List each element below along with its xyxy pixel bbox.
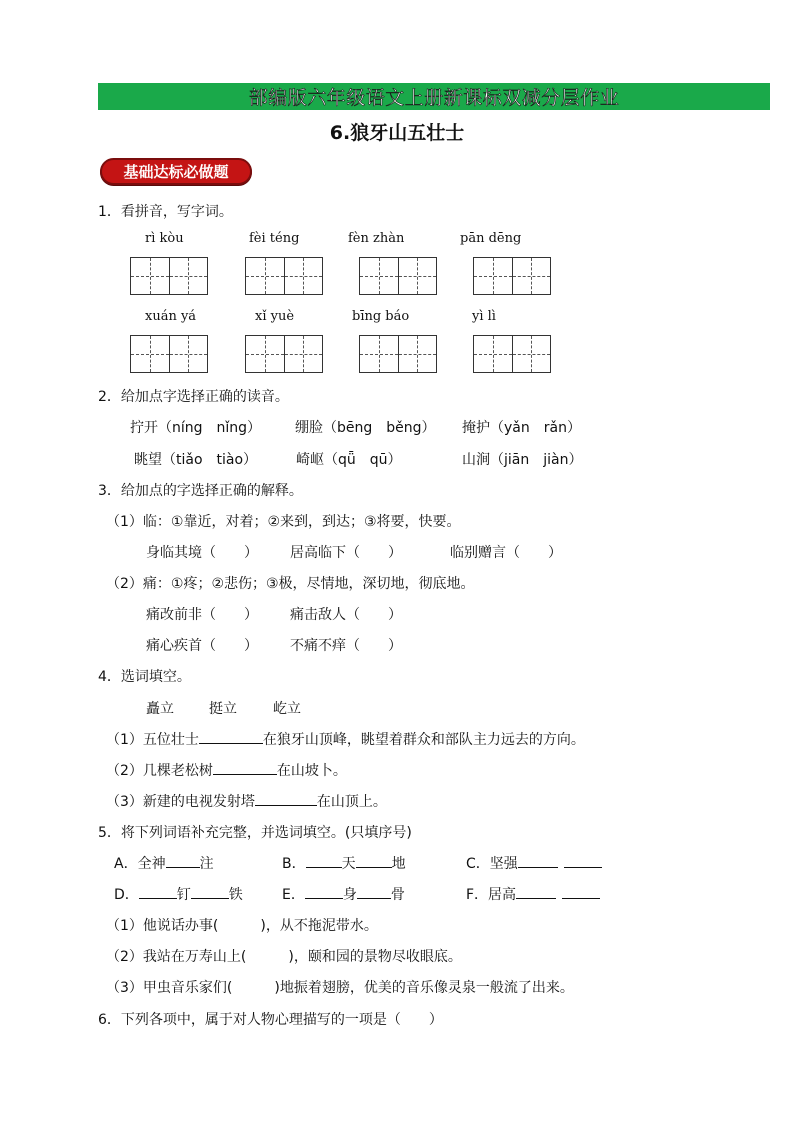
answer-blank[interactable] xyxy=(357,884,391,899)
pinyin-2: fèi téng xyxy=(249,231,300,246)
answer-blank[interactable] xyxy=(306,853,342,868)
answer-blank[interactable] xyxy=(199,729,263,744)
q4-word-3: 屹立 xyxy=(273,701,301,717)
q4-word-1: 矗立 xyxy=(146,701,174,717)
writing-grid-6[interactable] xyxy=(245,335,323,373)
q5-option-e xyxy=(282,884,405,904)
pinyin-6: xǐ yuè xyxy=(255,309,295,324)
q4-s2-start: （2）几棵老松树 xyxy=(106,763,213,779)
q3-sub2-item-2: 痛击敌人（ ） xyxy=(290,607,402,623)
q4-s3-end: 在山顶上。 xyxy=(316,794,387,810)
q4-s2-end: 在山坡卜。 xyxy=(276,763,347,779)
q5-f-prefix: F．居高 xyxy=(466,887,517,903)
q3-sub1: （1）临：①靠近，对着；②来到，到达；③将要，快要。 xyxy=(106,514,461,530)
q5-e-prefix: E． xyxy=(282,887,305,903)
q4-s1-start: （1）五位壮士 xyxy=(106,732,199,748)
writing-grid-7[interactable] xyxy=(359,335,437,373)
answer-blank[interactable] xyxy=(564,853,602,868)
q4-sentence-1 xyxy=(106,729,585,749)
q5-sentence-1: （1）他说话办事( )，从不拖泥带水。 xyxy=(106,918,378,934)
answer-blank[interactable] xyxy=(255,791,317,806)
answer-blank[interactable] xyxy=(139,884,177,899)
lesson-title: 6.狼牙山五壮士 xyxy=(329,122,465,144)
pinyin-7: bīng báo xyxy=(352,309,410,324)
answer-blank[interactable] xyxy=(562,884,600,899)
section-badge-label: 基础达标必做题 xyxy=(123,163,229,181)
q5-e-char-2: 骨 xyxy=(390,887,405,903)
q5-option-b xyxy=(282,853,406,873)
banner-text: 部编版六年级语文上册新课标双减分层作业 xyxy=(248,87,620,109)
q2-item-6: 山涧（jiān jiàn） xyxy=(462,452,583,468)
q2-item-1: 拧开（níng nǐng） xyxy=(130,420,262,436)
q5-b-prefix: B． xyxy=(282,856,306,872)
q5-e-char-1: 身 xyxy=(342,887,357,903)
q5-b-char-1: 天 xyxy=(341,856,356,872)
q1-prompt: 1．看拼音，写字词。 xyxy=(98,204,233,220)
q3-sub2: （2）痛：①疼；②悲伤；③极，尽情地，深切地，彻底地。 xyxy=(106,576,475,592)
pinyin-1: rì kòu xyxy=(145,231,184,246)
writing-grid-4[interactable] xyxy=(473,257,551,295)
q5-sentence-3: （3）甲虫音乐家们( )地振着翅膀，优美的音乐像灵泉一般流了出来。 xyxy=(106,980,574,996)
q5-option-f xyxy=(466,884,600,904)
pinyin-8: yì lì xyxy=(472,309,496,324)
writing-grid-1[interactable] xyxy=(130,257,208,295)
pinyin-3: fèn zhàn xyxy=(348,231,405,246)
q5-d-prefix: D． xyxy=(114,887,139,903)
q4-s1-end: 在狼牙山顶峰，眺望着群众和部队主力远去的方向。 xyxy=(262,732,585,748)
q2-prompt: 2．给加点字选择正确的读音。 xyxy=(98,389,289,405)
q5-option-c xyxy=(466,853,602,873)
q4-sentence-3 xyxy=(106,791,387,811)
q5-option-a xyxy=(114,853,214,873)
answer-blank[interactable] xyxy=(305,884,343,899)
q5-a-char: 注 xyxy=(199,856,214,872)
q5-prompt: 5．将下列词语补充完整，并选词填空。(只填序号) xyxy=(98,825,412,841)
q3-sub1-item-3: 临别赠言（ ） xyxy=(450,545,562,561)
pinyin-4: pān dēng xyxy=(460,231,522,246)
answer-blank[interactable] xyxy=(191,884,229,899)
answer-blank[interactable] xyxy=(518,853,558,868)
writing-grid-3[interactable] xyxy=(359,257,437,295)
q3-sub2-item-4: 不痛不痒（ ） xyxy=(290,638,402,654)
q3-sub1-item-1: 身临其境（ ） xyxy=(146,545,258,561)
section-badge xyxy=(100,158,252,185)
q2-item-5: 崎岖（qǖ qū） xyxy=(296,452,402,468)
series-banner xyxy=(98,83,770,110)
q4-prompt: 4．选词填空。 xyxy=(98,669,191,685)
q4-s3-start: （3）新建的电视发射塔 xyxy=(106,794,255,810)
q2-item-3: 掩护（yǎn rǎn） xyxy=(462,420,581,436)
writing-grid-2[interactable] xyxy=(245,257,323,295)
q5-option-d xyxy=(114,884,243,904)
q5-b-char-2: 地 xyxy=(391,856,406,872)
writing-grid-8[interactable] xyxy=(473,335,551,373)
q4-word-2: 挺立 xyxy=(209,701,237,717)
q3-sub1-item-2: 居高临下（ ） xyxy=(290,545,402,561)
q2-item-4: 眺望（tiǎo tiào） xyxy=(134,452,258,468)
pinyin-5: xuán yá xyxy=(145,309,197,324)
answer-blank[interactable] xyxy=(213,760,277,775)
q5-sentence-2: （2）我站在万寿山上( )，颐和园的景物尽收眼底。 xyxy=(106,949,462,965)
q3-sub2-item-3: 痛心疾首（ ） xyxy=(146,638,258,654)
answer-blank[interactable] xyxy=(516,884,556,899)
q3-sub2-item-1: 痛改前非（ ） xyxy=(146,607,258,623)
q2-item-2: 绷脸（bēng běng） xyxy=(295,420,436,436)
q5-d-char-1: 钉 xyxy=(176,887,191,903)
answer-blank[interactable] xyxy=(166,853,200,868)
q4-sentence-2 xyxy=(106,760,347,780)
q5-d-char-2: 铁 xyxy=(228,887,243,903)
answer-blank[interactable] xyxy=(356,853,392,868)
q3-prompt: 3．给加点的字选择正确的解释。 xyxy=(98,483,303,499)
q5-a-prefix: A．全神 xyxy=(114,856,166,872)
q5-c-prefix: C．坚强 xyxy=(466,856,518,872)
writing-grid-5[interactable] xyxy=(130,335,208,373)
q6-prompt: 6．下列各项中，属于对人物心理描写的一项是（ ） xyxy=(98,1012,443,1028)
